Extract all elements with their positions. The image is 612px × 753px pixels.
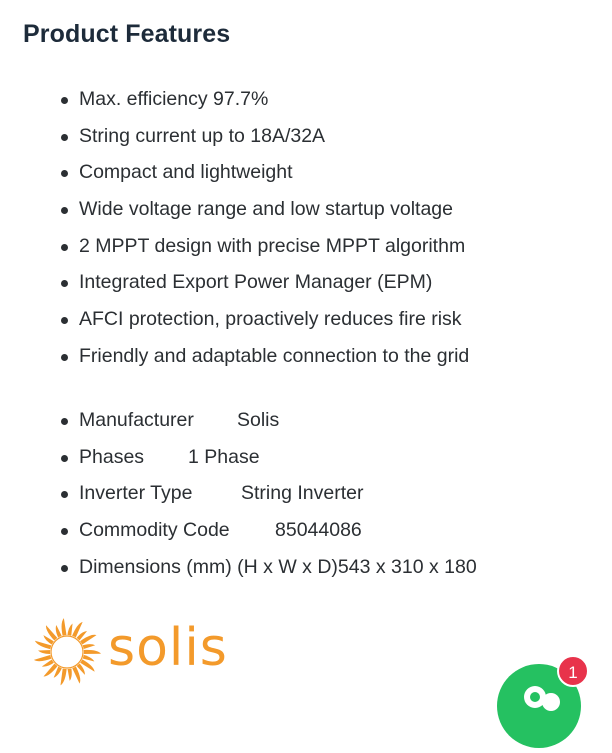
list-item: Integrated Export Power Manager (EPM) <box>0 264 469 301</box>
sun-ray <box>62 618 67 637</box>
page-title: Product Features <box>23 20 231 48</box>
solis-logo <box>30 614 230 690</box>
feature-list <box>0 81 469 375</box>
sun-ray <box>60 666 66 685</box>
spec-value: String Inverter <box>241 482 364 505</box>
list-item: String current up to 18A/32A <box>0 118 469 155</box>
list-item: AFCI protection, proactively reduces fire risk <box>0 301 469 338</box>
sun-icon <box>30 614 108 690</box>
list-item: Wide voltage range and low startup voltage <box>0 191 469 228</box>
logo-text: solis <box>108 618 228 678</box>
spec-item <box>0 549 477 586</box>
spec-label: Inverter Type <box>79 482 193 505</box>
spec-list <box>0 402 477 585</box>
list-item: 2 MPPT design with precise MPPT algorithm <box>0 228 469 265</box>
sun-ray <box>82 650 101 654</box>
spec-label: Manufacturer <box>79 409 194 431</box>
spec-item <box>0 402 477 439</box>
list-item: Max. efficiency 97.7% <box>0 81 469 118</box>
spec-item <box>0 439 477 476</box>
spec-item <box>0 475 477 512</box>
spec-item <box>0 512 477 549</box>
spec-label: Commodity Code <box>79 519 230 542</box>
list-item: Friendly and adaptable connection to the grid <box>0 338 469 375</box>
spec-value: 85044086 <box>275 519 362 542</box>
spec-value: 543 x 310 x 180 <box>337 555 477 578</box>
notification-badge: 1 <box>557 655 589 687</box>
list-item: Compact and lightweight <box>0 154 469 191</box>
spec-value: 1 Phase <box>188 445 260 468</box>
spec-value: Solis <box>237 409 280 431</box>
spec-label: Dimensions (mm) (H x W x D) <box>79 555 338 578</box>
spec-label: Phases <box>79 445 145 468</box>
